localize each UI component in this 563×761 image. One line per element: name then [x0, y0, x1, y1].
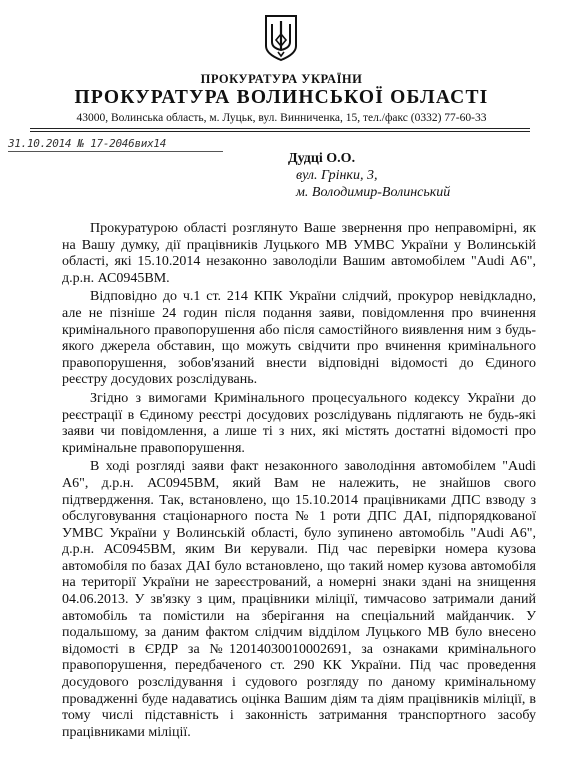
org-main-title: ПРОКУРАТУРА ВОЛИНСЬКОЇ ОБЛАСТІ — [74, 87, 489, 108]
body-paragraph: В ході розгляді заяви факт незаконного заволодіння автомобілем "Audi A6", д.р.н. АС0945ВМ, який Вам не належить, не знайшов свого підтвердження. Так, встановлено, що 15.10.2014 працівниками ДПС взводу з обслуговування стаціонарного поста № 1 роти ДПС ДАІ, підпорядкованої УМВС України у Волинській області, було зупинено автомобіль "Audi A6", д.р.н. АС0945ВМ, яким Ви керували. Під час перевірки номера кузова автомобіля по базах ДАІ було встановлено, що такий номер кузова автомобіля на території України не зареєстрований, а номерні знаки здані на знищення 04.06.2013. У зв'язку з цим, працівники міліції, тимчасово затримали даний автомобіль та помістили на зберігання на спеціальний майданчик. У подальшому, за даним фактом слідчим відділом Луцького МВ було внесено відомості в ЄРДР за №12014030010002691, за ознаками кримінального правопорушення, передбаченого ст. 290 КК України. Під час проведення досудового розслідування і судового розгляду по даному кримінальному провадженні буде надаватись оцінка Вашим діям та діям працівників міліції, в тому числі підставність і законність затримання транспортного засобу працівниками міліції. — [62, 459, 536, 740]
outgoing-number: 31.10.2014 № 17-2046вих14 — [8, 137, 167, 150]
recipient-block — [288, 150, 450, 201]
body-paragraph: Згідно з вимогами Кримінального процесуального кодексу України до реєстрації в Єдиному реєстрі досудових розслідувань підлягають не будь-які заяви чи повідомлення, а лише ті з них, які містять достатні відомості про кримінальне правопорушення. — [62, 390, 536, 456]
trident-icon — [262, 12, 300, 62]
header-rule-bottom — [30, 131, 530, 132]
org-top-title: ПРОКУРАТУРА УКРАЇНИ — [200, 72, 363, 86]
recipient-street: вул. Грінки, 3, — [296, 168, 378, 183]
header-rule-top — [30, 128, 530, 129]
outgoing-number-underline — [8, 151, 223, 152]
recipient-city: м. Володимир-Волинський — [296, 185, 451, 200]
org-address: 43000, Волинська область, м. Луцьк, вул. Винниченка, 15, тел./факс (0332) 77-60-33 — [76, 112, 487, 124]
letter-body — [62, 221, 536, 743]
body-paragraph: Відповідно до ч.1 ст. 214 КПК України слідчий, прокурор невідкладно, але не пізніше 24 годин після подання заяви, повідомлення про вчинення кримінального правопорушення або після самостійного виявлення ним з будь-якого джерела обставин, що можуть свідчити про вчинення кримінального правопорушення, зобов'язаний внести відповідні відомості до Єдиного реєстру досудових розслідувань. — [62, 289, 536, 388]
recipient-name: Дудці О.О. — [288, 151, 356, 166]
body-paragraph: Прокуратурою області розглянуто Ваше звернення про неправомірні, як на Вашу думку, дії працівників Луцького МВ УМВС України у Волинській області, які 15.10.2014 незаконно заволоділи Вашим автомобілем "Audi A6", д.р.н. АС0945ВМ. — [62, 221, 536, 286]
